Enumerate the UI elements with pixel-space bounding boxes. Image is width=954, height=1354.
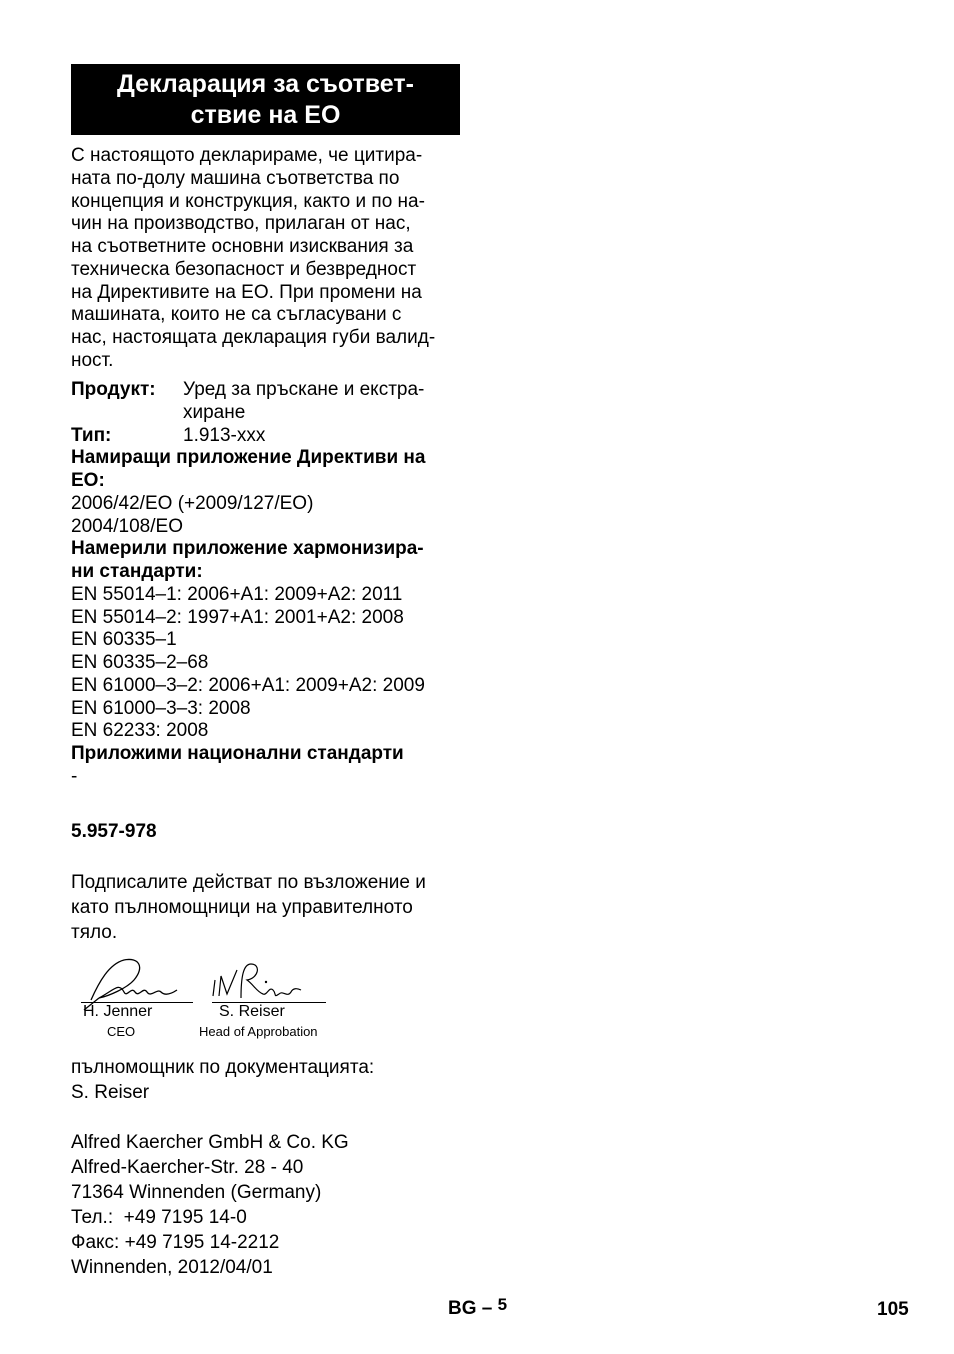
intro-line: С настоящото декларираме, че цитира- xyxy=(71,145,423,166)
intro-line: ност. xyxy=(71,349,114,371)
type-value-text: 1.913-xxx xyxy=(183,424,266,446)
address-line: Факс: +49 7195 14-2212 xyxy=(71,1232,280,1253)
signatory-name: S. Reiser xyxy=(219,1003,285,1020)
title-line-2: ствие на ЕО xyxy=(190,100,341,129)
type-value xyxy=(183,425,265,448)
declaration-fields xyxy=(71,379,466,789)
footer-section-number: 5 xyxy=(497,1295,508,1314)
signatory-note-line: Подписалите действат по възложение и xyxy=(71,872,426,893)
standard-item: EN 61000–3–3: 2008 xyxy=(71,697,251,719)
standard-item: EN 55014–1: 2006+A1: 2009+A2: 2011 xyxy=(71,583,403,605)
type-label: Тип: xyxy=(71,424,112,446)
product-value-line: Уред за пръскане и екстра- xyxy=(183,379,425,400)
address-line: Winnenden, 2012/04/01 xyxy=(71,1257,273,1278)
intro-paragraph xyxy=(71,145,435,373)
signatory-note-line: като пълномощници на управителното xyxy=(71,897,413,918)
intro-line: ната по-долу машина съответства по xyxy=(71,167,400,189)
signatory-title: CEO xyxy=(107,1024,136,1039)
declaration-title xyxy=(71,64,460,135)
standard-item: EN 60335–1 xyxy=(71,629,177,651)
footer-language: BG – xyxy=(448,1298,493,1319)
intro-line: концепция и конструкция, както и по на- xyxy=(71,190,425,212)
signatory-name: H. Jenner xyxy=(83,1003,153,1020)
standards-heading-cont: ни стандарти: xyxy=(71,561,203,582)
footer-language-section xyxy=(448,1295,508,1320)
page-number: 105 xyxy=(877,1299,909,1320)
intro-line: нас, настоящата декларация губи валид- xyxy=(71,327,436,348)
document-code: 5.957-978 xyxy=(71,821,157,842)
intro-line: на Директивите на ЕО. При промени на xyxy=(71,281,422,303)
type-row xyxy=(71,425,466,448)
representative-name: S. Reiser xyxy=(71,1082,150,1103)
address-line: Alfred Kaercher GmbH & Co. KG xyxy=(71,1132,349,1153)
intro-line: на съответните основни изисквания за xyxy=(71,236,414,257)
directives-heading-cont: ЕО: xyxy=(71,470,105,491)
intro-line: чин на производство, прилаган от нас, xyxy=(71,213,411,235)
signatory-note-line: тяло. xyxy=(71,922,118,943)
product-row xyxy=(71,379,466,425)
address-line: 71364 Winnenden (Germany) xyxy=(71,1182,322,1203)
directive-item: 2004/108/ЕО xyxy=(71,515,183,537)
standard-item: EN 55014–2: 1997+A1: 2001+A2: 2008 xyxy=(71,606,404,628)
national-standards-heading: Приложими национални стандарти xyxy=(71,743,404,764)
standard-item: EN 62233: 2008 xyxy=(71,720,209,742)
directives-heading: Намиращи приложение Директиви на xyxy=(71,447,426,469)
product-value xyxy=(183,379,424,425)
intro-line: машината, които не са съгласувани с xyxy=(71,304,402,326)
documentation-representative xyxy=(71,1055,374,1105)
title-line-1: Декларация за съответ- xyxy=(117,69,414,98)
representative-label: пълномощник по документацията: xyxy=(71,1057,375,1078)
intro-line: техническа безопасност и безвредност xyxy=(71,258,417,280)
standard-item: EN 60335–2–68 xyxy=(71,652,209,673)
product-label: Продукт: xyxy=(71,379,156,400)
signatory-title: Head of Approbation xyxy=(199,1024,318,1039)
company-address xyxy=(71,1130,349,1280)
address-line: Alfred-Kaercher-Str. 28 - 40 xyxy=(71,1157,304,1178)
product-value-line: хиране xyxy=(183,401,246,423)
signature-reiser-icon xyxy=(207,958,307,1006)
address-line: Тел.: +49 7195 14-0 xyxy=(71,1207,247,1228)
standard-item: EN 61000–3–2: 2006+A1: 2009+A2: 2009 xyxy=(71,674,425,696)
signatures xyxy=(71,950,351,1045)
directive-item: 2006/42/ЕО (+2009/127/ЕО) xyxy=(71,492,314,514)
signatory-note xyxy=(71,870,426,945)
national-standards-value: - xyxy=(71,765,78,787)
standards-heading: Намерили приложение хармонизира- xyxy=(71,538,424,560)
